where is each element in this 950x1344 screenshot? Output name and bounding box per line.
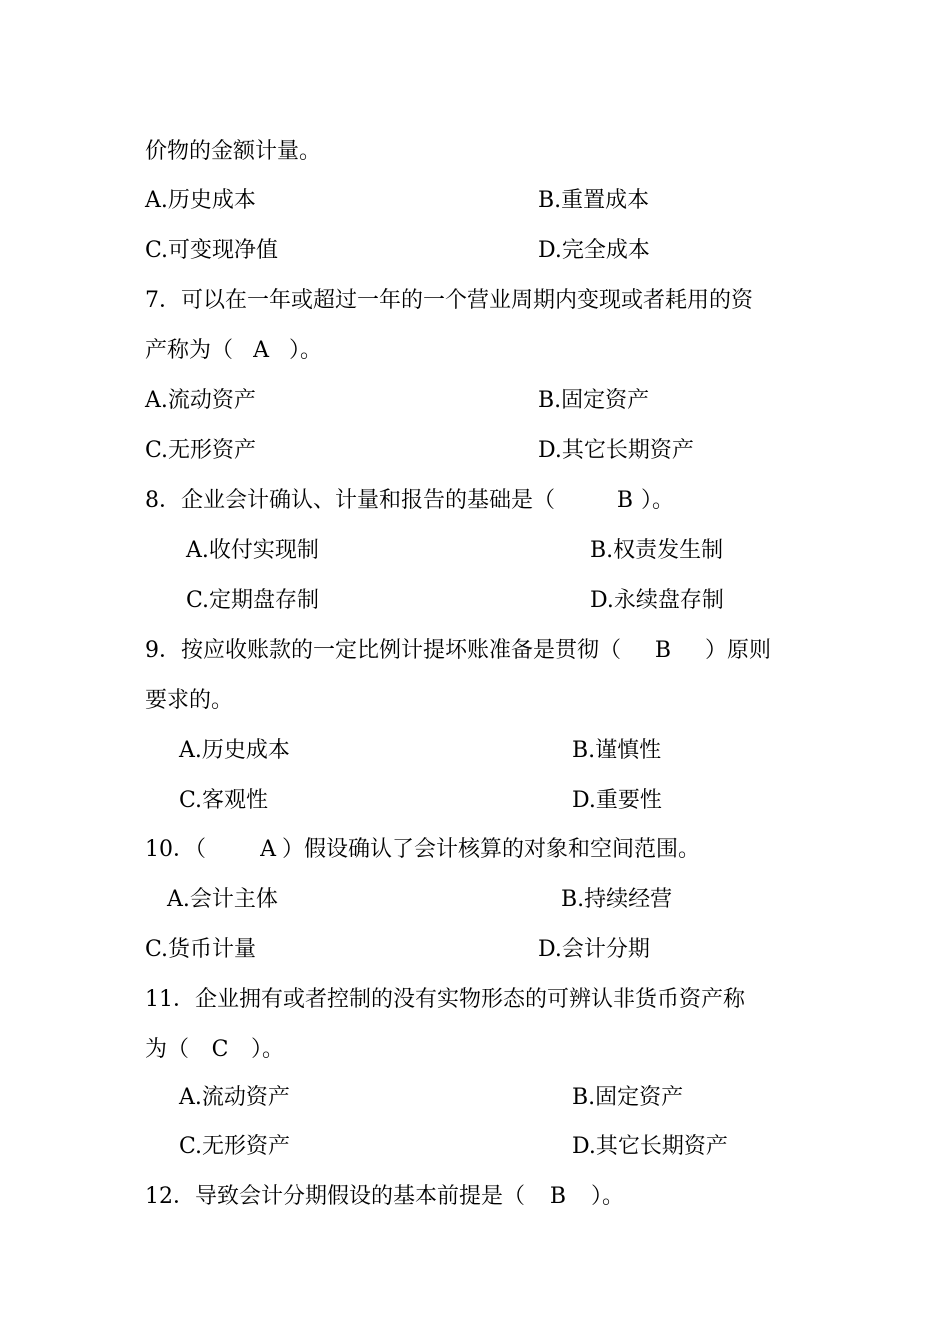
q7-option-a: A.流动资产 [145, 388, 256, 413]
q8-option-b: B.权责发生制 [590, 538, 724, 563]
q8-option-d: D.永续盘存制 [590, 588, 724, 613]
question-7-suffix: ）。 [289, 338, 323, 363]
question-12-answer: B [549, 1184, 567, 1209]
question-7-line2 [145, 336, 322, 366]
q8-option-c: C.定期盘存制 [186, 588, 320, 613]
question-11-prefix: 为（ [145, 1037, 190, 1062]
q11-option-b: B.固定资产 [572, 1085, 684, 1110]
q7-option-b: B.固定资产 [538, 388, 650, 413]
question-12-suffix: ）。 [591, 1184, 625, 1209]
question-10-suffix: ）假设确认了会计核算的对象和空间范围。 [282, 837, 701, 862]
q9-option-d: D.重要性 [572, 788, 662, 813]
question-8-suffix: ）。 [641, 488, 675, 513]
question-9-answer: B [654, 638, 672, 663]
question-7-answer: A [253, 338, 269, 363]
question-9-line2: 要求的。 [145, 688, 234, 713]
q8-option-a: A.收付实现制 [186, 538, 319, 563]
q10-option-d: D.会计分期 [538, 937, 650, 962]
q11-option-c: C.无形资产 [179, 1134, 291, 1159]
q6-option-a: A.历史成本 [145, 188, 256, 213]
q11-option-a: A.流动资产 [179, 1085, 290, 1110]
question-10-answer: A [260, 837, 276, 862]
q11-option-d: D.其它长期资产 [572, 1134, 728, 1159]
question-8-answer: B [616, 488, 633, 513]
question-7-prefix: 产称为（ [145, 338, 234, 363]
q9-option-c: C.客观性 [179, 788, 269, 813]
question-9-prefix: 9．按应收账款的一定比例计提坏账准备是贯彻（ [145, 638, 621, 663]
question-7-line1: 7．可以在一年或超过一年的一个营业周期内变现或者耗用的资 [145, 288, 753, 313]
question-11-line2 [145, 1035, 284, 1065]
q9-option-a: A.历史成本 [179, 738, 290, 763]
question-10-prefix: 10．（ [145, 837, 206, 862]
q9-option-b: B.谨慎性 [572, 738, 662, 763]
question-12 [145, 1182, 624, 1212]
q7-option-d: D.其它长期资产 [538, 438, 694, 463]
q6-option-d: D.完全成本 [538, 238, 650, 263]
question-12-prefix: 12．导致会计分期假设的基本前提是（ [145, 1184, 525, 1209]
q10-option-c: C.货币计量 [145, 937, 257, 962]
question-10 [145, 835, 700, 865]
question-8 [145, 486, 674, 516]
question-11-answer: C [211, 1037, 229, 1062]
q6-option-b: B.重置成本 [538, 188, 650, 213]
question-11-line1: 11．企业拥有或者控制的没有实物形态的可辨认非货币资产称 [145, 987, 745, 1012]
question-9-suffix: ）原则 [705, 638, 772, 663]
q10-option-a: A.会计主体 [167, 887, 278, 912]
question-8-prefix: 8．企业会计确认、计量和报告的基础是（ [145, 488, 555, 513]
q7-option-c: C.无形资产 [145, 438, 257, 463]
question-9-line1 [145, 636, 771, 666]
q6-option-c: C.可变现净值 [145, 238, 279, 263]
question-11-suffix: ）。 [251, 1037, 285, 1062]
q10-option-b: B.持续经营 [561, 887, 673, 912]
question-6-continuation: 价物的金额计量。 [145, 139, 322, 164]
